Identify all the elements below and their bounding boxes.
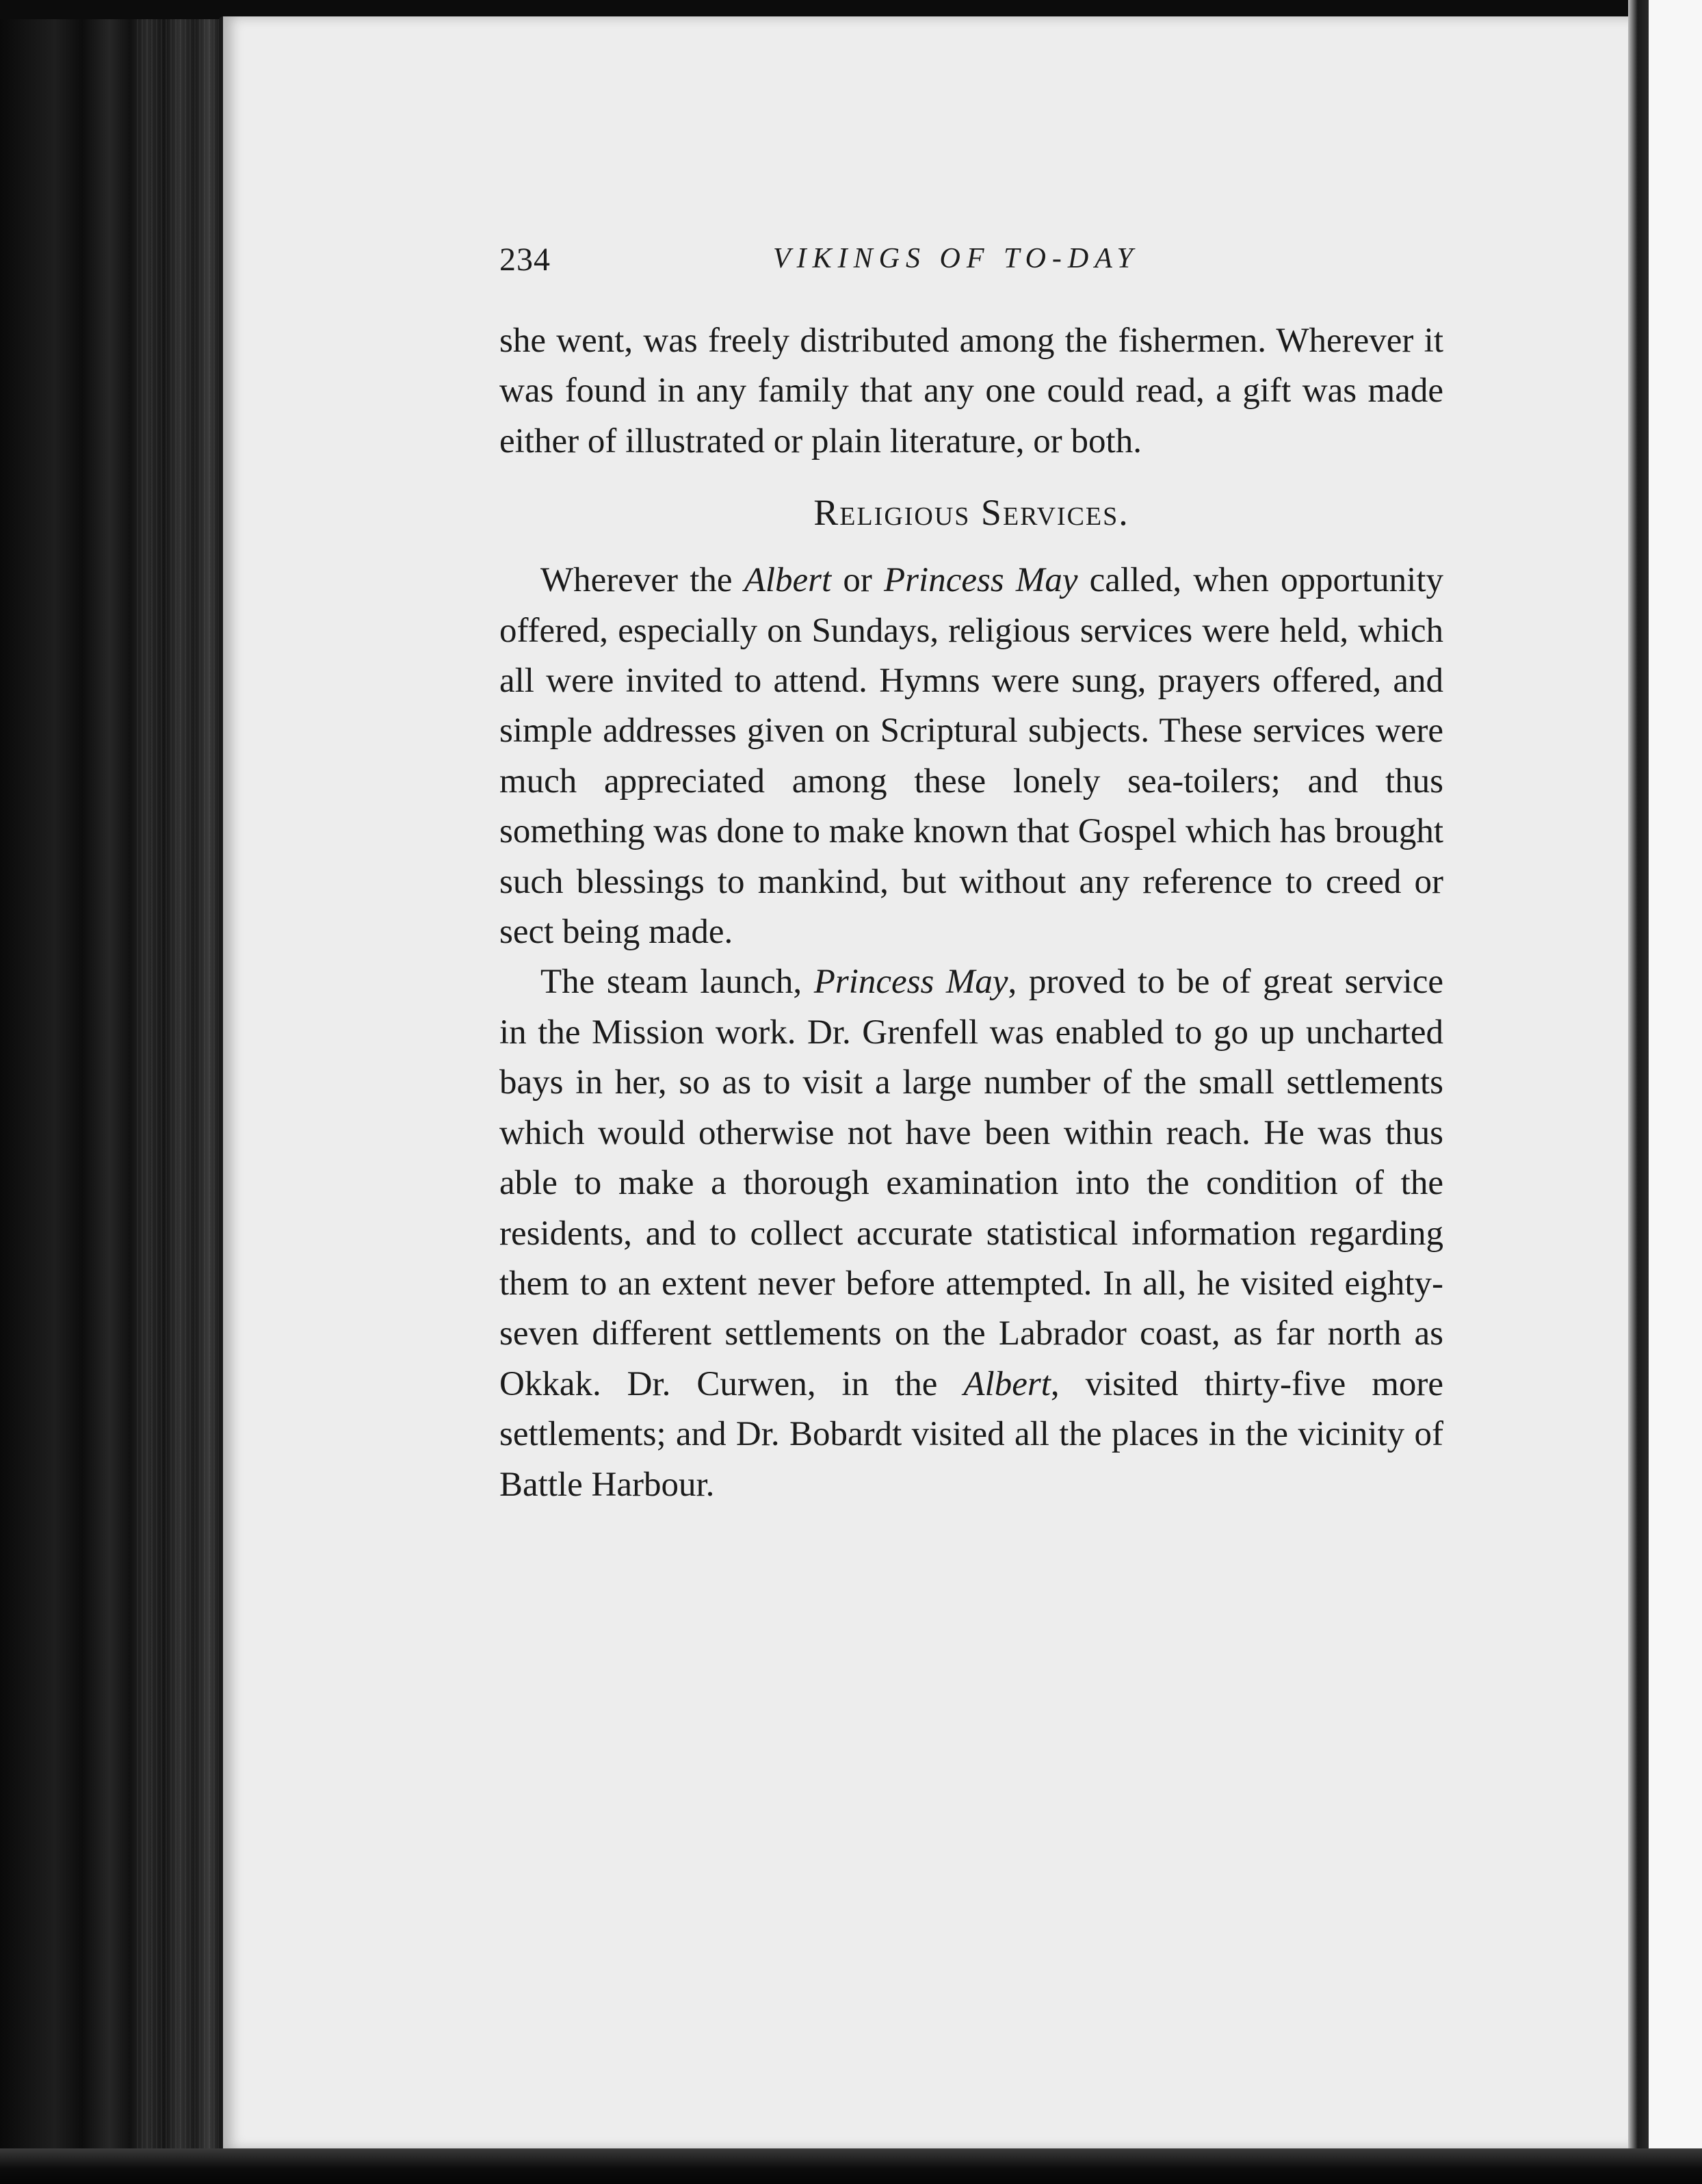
ship-name: Princess May: [884, 561, 1078, 600]
paragraph-steam-launch: [499, 957, 1443, 1509]
paragraph-religious-services: [499, 556, 1443, 957]
book-gutter: [1628, 0, 1649, 2184]
paragraph-text: Wherever the: [540, 561, 744, 600]
ship-name: Albert: [963, 1364, 1051, 1403]
section-heading: Religious Services.: [813, 492, 1129, 534]
paragraph-text: The steam launch,: [540, 963, 814, 1002]
scan-bottom-edge: [0, 2148, 1702, 2184]
running-title: VIKINGS OF TO-DAY: [773, 243, 1139, 274]
paragraph-continued: she went, was freely distributed among the fishermen. Wherever it was found in any family that any one could read, a gift was made either of illustrated or plain literature, or both.: [499, 322, 1443, 460]
paragraph-text: called, when opportunity offered, especially on Sundays, religious services were held, which all were invited to attend. Hymns were sung, prayers offered, and simple addresses given on Scriptural subjects. These services were much appreciated among these lonely sea-toilers; and thus something was done to make known that Gospel which has brought such blessings to mankind, but without any reference to creed or sect being made.: [499, 561, 1443, 952]
running-head: [499, 241, 1443, 296]
book-spine: [0, 0, 226, 2184]
ship-name: Albert: [744, 561, 832, 600]
body-text: [499, 316, 1443, 1510]
paragraph-text: , proved to be of great service in the Mission work. Dr. Grenfell was enabled to go up uncharted bays in her, so as to visit a large number of the small settlements which would otherwise not have been within reach. He was thus able to make a thorough examination into the condition of the residents, and to collect accurate statistical information regarding them to an extent never before attempted. In all, he visited eighty-seven different settlements on the Labrador coast, as far north as Okkak. Dr. Curwen, in the: [499, 963, 1443, 1403]
page-number: 234: [499, 242, 551, 278]
facing-page-edge: [1649, 0, 1702, 2184]
paragraph-text: , visited thirty-five more settlements; and Dr. Bobardt visited all the places in the vicinity of Battle Harbour.: [499, 1364, 1443, 1504]
ship-name: Princess May: [813, 963, 1008, 1002]
paragraph-text: or: [831, 561, 885, 600]
